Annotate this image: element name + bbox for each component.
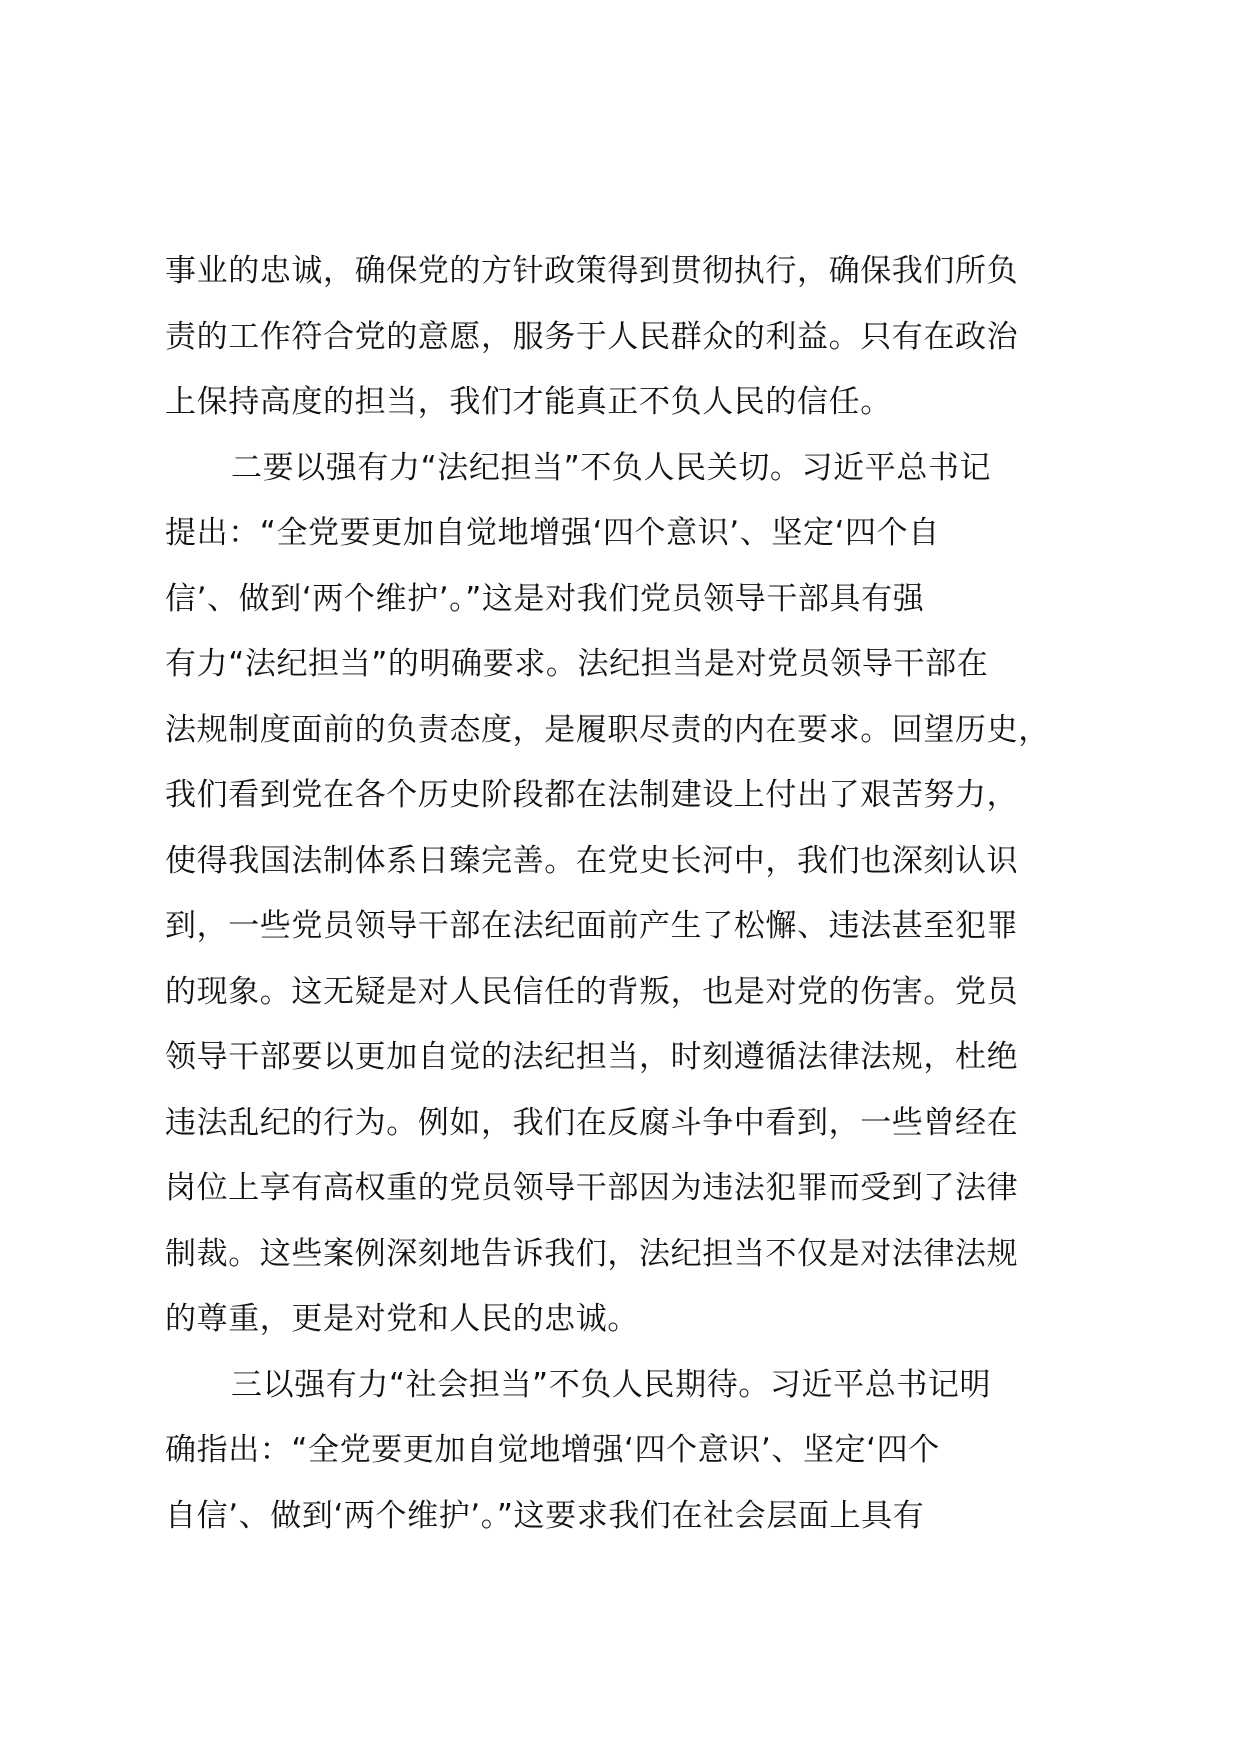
text-line: 确指出：“全党要更加自觉地增强‘四个意识’、坚定‘四个 <box>165 1432 940 1468</box>
text-line: 的尊重，更是对党和人民的忠诚。 <box>165 1301 639 1337</box>
text-line: 自信’、做到‘两个维护’。”这要求我们在社会层面上具有 <box>165 1497 925 1534</box>
text-line: 领导干部要以更加自觉的法纪担当，时刻遵循法律法规，杜绝 <box>165 1039 1019 1075</box>
text-line: 的现象。这无疑是对人民信任的背叛，也是对党的伤害。党员 <box>165 973 1019 1010</box>
text-line: 信’、做到‘两个维护’。”这是对我们党员领导干部具有强 <box>165 580 925 617</box>
text-line: 法规制度面前的负责态度，是履职尽责的内在要求。回望历史， <box>165 711 1050 748</box>
text-line: 责的工作符合党的意愿，服务于人民群众的利益。只有在政治 <box>165 318 1019 355</box>
text-line: 上保持高度的担当，我们才能真正不负人民的信任。 <box>165 384 892 420</box>
text-line: 岗位上享有高权重的党员领导干部因为违法犯罪而受到了法律 <box>165 1170 1019 1206</box>
text-line: 到，一些党员领导干部在法纪面前产生了松懈、违法甚至犯罪 <box>165 908 1019 944</box>
paragraph-start-line: 二要以强有力“法纪担当”不负人民关切。习近平总书记 <box>231 449 992 486</box>
text-line: 提出：“全党要更加自觉地增强‘四个意识’、坚定‘四个自 <box>165 515 940 551</box>
text-line: 事业的忠诚，确保党的方针政策得到贯彻执行，确保我们所负 <box>165 253 1019 289</box>
text-line: 使得我国法制体系日臻完善。在党史长河中，我们也深刻认识 <box>165 842 1019 879</box>
body-text <box>165 239 1125 1549</box>
text-line: 有力“法纪担当”的明确要求。法纪担当是对党员领导干部在 <box>165 646 989 682</box>
paragraph-start-line: 三以强有力“社会担当”不负人民期待。习近平总书记明 <box>231 1366 992 1403</box>
text-line: 违法乱纪的行为。例如，我们在反腐斗争中看到，一些曾经在 <box>165 1104 1019 1141</box>
text-line: 我们看到党在各个历史阶段都在法制建设上付出了艰苦努力， <box>165 777 1019 813</box>
text-line: 制裁。这些案例深刻地告诉我们，法纪担当不仅是对法律法规 <box>165 1235 1019 1272</box>
